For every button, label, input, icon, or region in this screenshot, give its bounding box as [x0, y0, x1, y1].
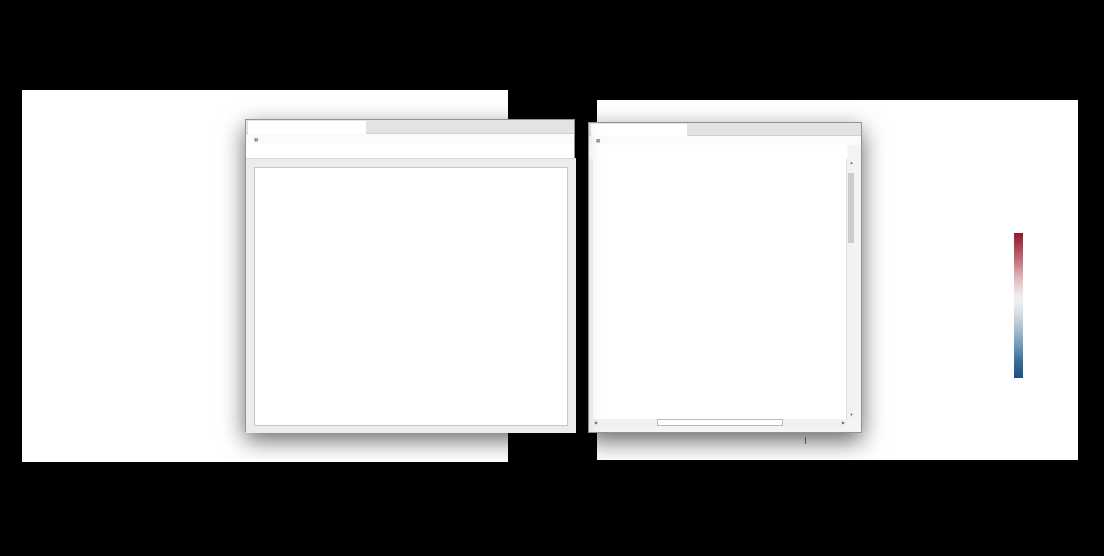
scroll-down-icon[interactable]: ▼ [849, 412, 854, 417]
cart-tree-diagram [593, 159, 846, 419]
scroll-right-icon[interactable]: ▶ [841, 420, 845, 425]
sixpack-chart-canvas [254, 167, 568, 426]
scroll-up-icon[interactable]: ▲ [849, 160, 854, 165]
hscroll-thumb[interactable] [657, 419, 783, 426]
tab-sixpack-report[interactable] [248, 121, 366, 134]
vscroll-thumb[interactable] [848, 173, 854, 243]
cart-tabstrip [589, 123, 861, 136]
worksheet-icon: ▦ [254, 136, 259, 142]
cart-window [588, 122, 862, 433]
cart-heading [589, 145, 847, 159]
cart-worksheet-row [589, 136, 861, 145]
vertical-scrollbar[interactable] [846, 159, 855, 419]
scroll-left-icon[interactable]: ◀ [594, 420, 598, 425]
tab-cart-output[interactable] [591, 124, 687, 136]
sixpack-content [246, 158, 576, 433]
sixpack-tabstrip [246, 120, 574, 134]
sixpack-heading [246, 144, 574, 158]
horizontal-scrollbar[interactable] [593, 419, 846, 427]
worksheet-icon: ▦ [596, 138, 601, 143]
sixpack-charts [255, 168, 567, 425]
cart-tree-canvas [593, 159, 846, 419]
sixpack-window [245, 119, 575, 432]
sixpack-worksheet-row [246, 134, 574, 144]
legend-gradient [1014, 233, 1023, 378]
heatmap-axis-tick [805, 437, 806, 444]
